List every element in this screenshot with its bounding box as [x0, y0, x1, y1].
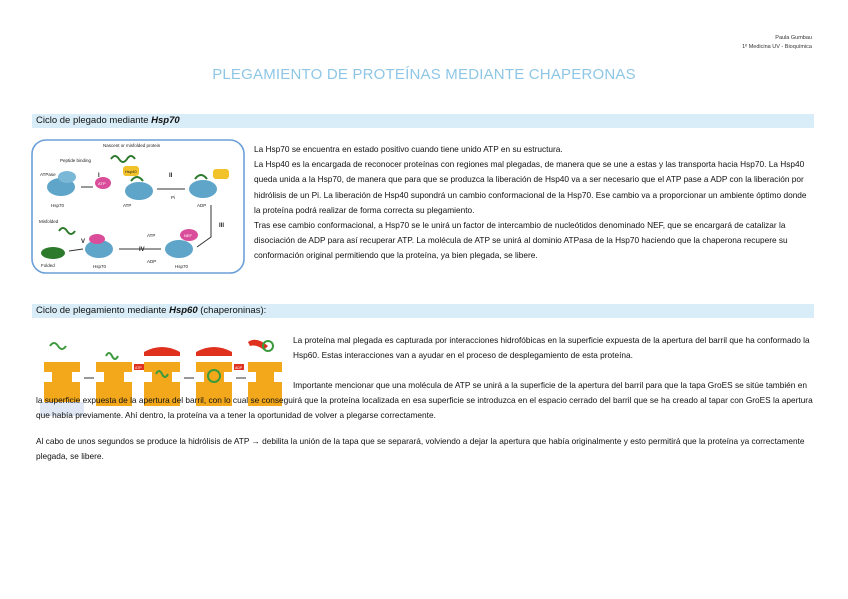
step-5: V: [81, 239, 86, 245]
section-hsp60-heading-suffix: (chaperoninas):: [197, 305, 267, 316]
course-name: 1º Medicina UV - Bioquímica: [742, 44, 812, 50]
peptide-binding-label: Peptide binding: [60, 158, 92, 163]
hsp70-label-2: Hsp70: [93, 264, 107, 269]
atp-label-3: ATP: [147, 233, 156, 238]
atpase-label: ATPase: [40, 172, 56, 177]
section-hsp60-text-top: [293, 333, 814, 363]
hsp60-paragraph-2: Importante mencionar que una molécula de ATP se unirá a la superficie de la apertura del barril para que la tapa GroES se sitúe también en la superficie expuesta de la apertura del barril, con lo cual se conseguirá que la proteína localizada en esa superficie se introduzca en el espacio cerrado del barril que se ha creado al tapar con GroES la apertura que había previamente. Ahí dentro, la proteína va a tener la oportunidad de volver a plegarse correctamente.: [36, 380, 813, 421]
section-hsp60-heading-bold: Hsp60: [169, 305, 198, 316]
hsp70-label-3: Hsp70: [175, 264, 189, 269]
section-hsp60-heading: [32, 304, 814, 318]
step-3: III: [219, 223, 225, 229]
hsp70-label-1: Hsp70: [51, 203, 65, 208]
hsp70-lid: [58, 171, 76, 183]
adp-label-1: ADP: [197, 203, 207, 208]
step-1: I: [98, 173, 100, 179]
hsp60-paragraph-3: Al cabo de unos segundos se produce la hidrólisis de ATP → debilita la unión de la tapa que se separará, volviendo a dejar la apertura que había originalmente y esto permitirá que la proteína ya correctamente plegada, se libere.: [36, 436, 805, 462]
folded-label: Folded: [41, 263, 55, 268]
author-name: Paula Gumbau: [775, 35, 812, 41]
section-hsp70-heading-bold: Hsp70: [151, 115, 180, 126]
atp-badge-2: [89, 234, 105, 244]
misfolded-label: Misfolded: [39, 219, 59, 224]
section-hsp70-heading-prefix: Ciclo de plegado mediante: [36, 115, 152, 126]
step-2: II: [169, 173, 173, 179]
adp-tag-label-1: ADP: [235, 366, 243, 370]
hsp70-paragraph-2: La Hsp40 es la encargada de reconocer proteínas con regiones mal plegadas, de manera que se une a estas y las transporta hacia Hsp70. La Hsp40 queda unida a la Hsp70, de manera que para que se produzca la liberación de Hsp40 va a ser necesario que el ATP pase a ADP con la liberación por hidrólisis de un Pi. La liberación de Hsp40 supondrá un cambio conformacional de la Hsp70. Ese cambio va a proporcionar un ambiente óptimo donde la proteína podrá realizar de forma correcta su plegamiento.: [254, 159, 807, 215]
step-4: IV: [139, 247, 145, 253]
hsp40-released: [213, 169, 229, 179]
adp-label-2: ADP: [147, 259, 157, 264]
section-hsp60-heading-prefix: Ciclo de plegamiento mediante: [36, 305, 170, 316]
hsp70-cycle-figure: [31, 139, 245, 274]
section-hsp70-heading: [32, 114, 814, 128]
atp-tag-label-1: ATP: [135, 366, 142, 370]
hsp40-label: Hsp40: [125, 169, 137, 174]
page-title: PLEGAMIENTO DE PROTEÍNAS MEDIANTE CHAPERONAS: [212, 66, 636, 83]
hsp70-adp: [189, 180, 217, 198]
section-hsp70-text: [254, 142, 814, 264]
section-hsp60-text-bottom: [36, 434, 814, 464]
folded-protein: [41, 247, 65, 259]
nef-label: NEF: [184, 233, 192, 238]
atp-label-2: ATP: [123, 203, 132, 208]
hsp70-paragraph-3: Tras ese cambio conformacional, a Hsp70 se le unirá un factor de intercambio de nucleótidos denominado NEF, que se encargará de catalizar la disociación de ADP para así recuperar ATP. La molécula de ATP se unirá al dominio ATPasa de la Hsp70 haciendo que la chaperona recupere su conformación original permitiendo que la proteína, ya bien plegada, se libere.: [254, 220, 788, 261]
atp-label-1: ATP: [98, 181, 106, 186]
pi-label: Pi: [171, 195, 176, 200]
hsp70-nef: [165, 240, 193, 258]
nascent-label: Nascent or misfolded protein: [103, 143, 161, 148]
hsp60-paragraph-1: La proteína mal plegada es capturada por interacciones hidrofóbicas en la superficie expuesta de la apertura del barril que ha conformado la Hsp60. Estas interacciones van a ayudar en el proceso de desplegamiento de esta proteína.: [293, 335, 810, 361]
author-block: [742, 34, 812, 52]
hsp70-paragraph-1: La Hsp70 se encuentra en estado positivo cuando tiene unido ATP en su estructura.: [254, 144, 563, 154]
hsp70-complex: [125, 182, 153, 200]
section-hsp60-text-mid: [36, 378, 814, 424]
